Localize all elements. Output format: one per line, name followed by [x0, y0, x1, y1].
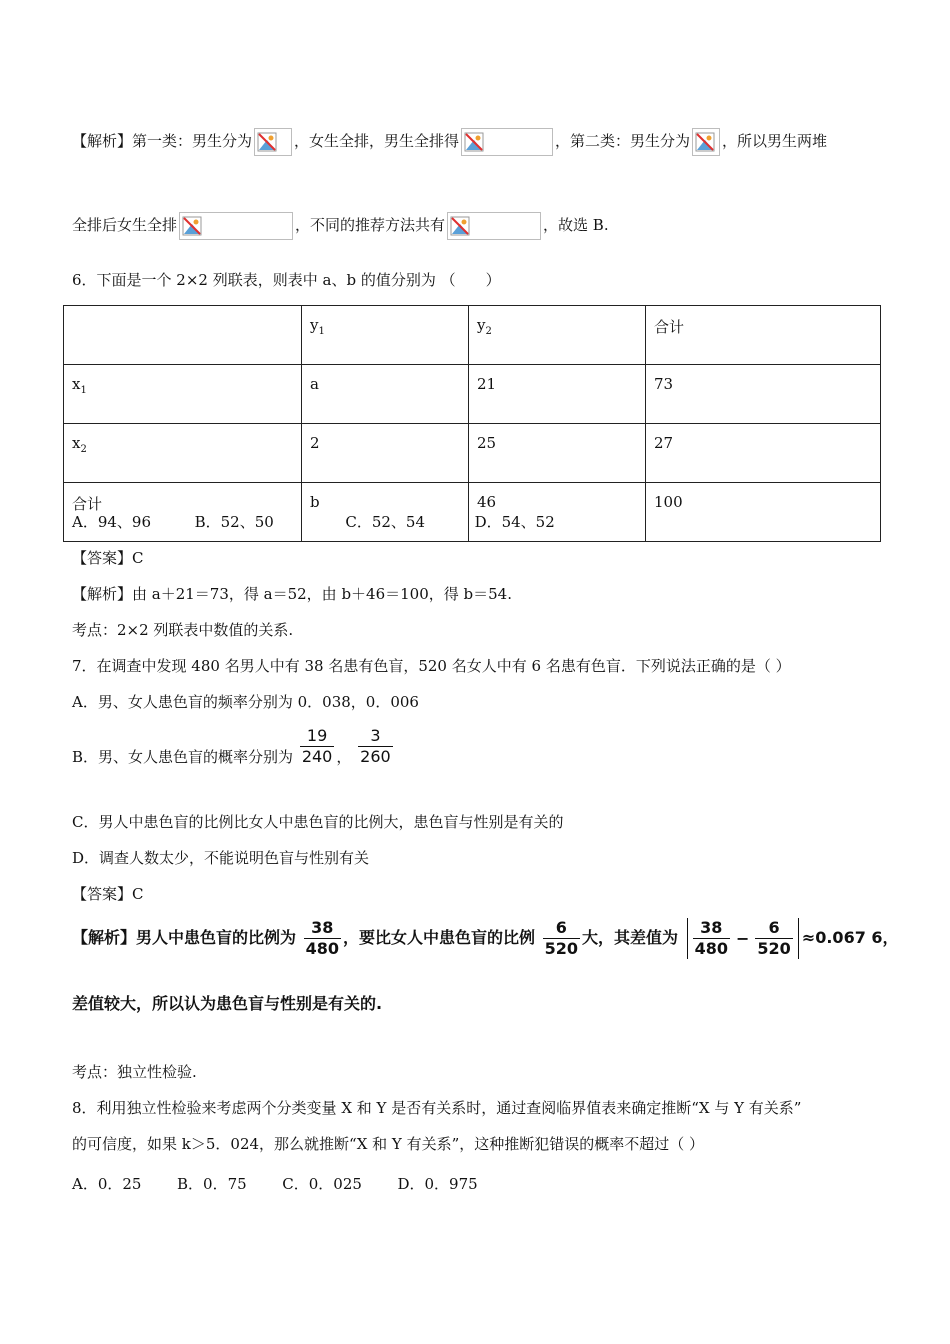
q7-option-d: D．调查人数太少，不能说明色盲与性别有关 — [72, 849, 370, 867]
q6-option-b: B．52、50 — [194, 513, 274, 531]
q5-text-1: 【解析】第一类：男生分为 — [72, 132, 253, 150]
q5-analysis-line1 — [72, 128, 827, 156]
fraction — [755, 918, 792, 959]
fraction — [543, 918, 580, 959]
q5-text-5: 全排后女生全排 — [72, 216, 178, 234]
table-cell: 合计 — [646, 306, 881, 365]
fraction-denominator: 480 — [694, 939, 728, 958]
fraction-numerator: 6 — [555, 918, 567, 937]
table-cell: 46 — [469, 483, 646, 542]
fraction — [693, 918, 730, 959]
q7-analysis-line2: 差值较大，所以认为患色盲与性别是有关的. — [72, 994, 383, 1013]
fraction-denominator: 480 — [305, 939, 339, 958]
q8-options — [72, 1174, 478, 1194]
table-cell: $y_1$ — [302, 306, 469, 365]
q7-point: 考点：独立性检验. — [72, 1063, 197, 1081]
table-cell: 合计 — [64, 483, 302, 542]
table-cell: 73 — [646, 365, 881, 424]
q8-option-a: A．0．25 — [72, 1175, 142, 1193]
table-cell: a — [302, 365, 469, 424]
q6-option-d: D．54、52 — [474, 513, 555, 531]
table-cell: 2 — [302, 424, 469, 483]
q8-line2: 的可信度，如果 k＞5．024，那么就推断“X 和 Y 有关系”，这种推断犯错误的概率不超过（ ） — [72, 1135, 705, 1153]
q6-option-a: A．94、96 — [72, 513, 152, 531]
minus-sign: − — [736, 928, 750, 948]
table-cell: $x_1$ — [64, 365, 302, 424]
q7-answer: 【答案】C — [72, 885, 144, 903]
fraction-numerator: 38 — [700, 918, 723, 937]
fraction-numerator: 38 — [311, 918, 334, 937]
q5-text-7: ，故选 B. — [543, 216, 609, 234]
q7-option-b — [72, 726, 395, 767]
approx-value: ≈0.067 6， — [801, 928, 899, 947]
broken-image-icon — [179, 212, 293, 240]
broken-image-icon — [254, 128, 292, 156]
table-cell: b — [302, 483, 469, 542]
fraction — [304, 918, 341, 959]
q7-question: 7．在调查中发现 480 名男人中有 38 名患有色盲，520 名女人中有 6 名患有色盲．下列说法正确的是（ ） — [72, 657, 791, 675]
table-cell: 27 — [646, 424, 881, 483]
q7-analysis-text-3: 大，其差值为 — [582, 928, 679, 947]
table-cell — [64, 306, 302, 365]
broken-image-icon — [447, 212, 541, 240]
broken-image-icon — [692, 128, 720, 156]
broken-image-icon — [461, 128, 553, 156]
q6-question: 6．下面是一个 2×2 列联表，则表中 a、b 的值分别为 （ ） — [72, 271, 501, 289]
fraction-denominator: 520 — [757, 939, 791, 958]
absolute-value — [687, 918, 799, 959]
table-row — [64, 306, 881, 365]
table-cell: 21 — [469, 365, 646, 424]
q5-analysis-line2 — [72, 212, 609, 240]
q5-text-6: ，不同的推荐方法共有 — [295, 216, 446, 234]
q7-analysis-text-1: 【解析】男人中患色盲的比例为 — [72, 928, 297, 947]
fraction — [300, 726, 335, 767]
q6-options — [72, 512, 555, 532]
q7-analysis-line1 — [72, 918, 899, 959]
table-cell: $y_2$ — [469, 306, 646, 365]
separator: ， — [336, 748, 352, 766]
q5-text-3: ，第二类：男生分为 — [555, 132, 691, 150]
table-row — [64, 424, 881, 483]
fraction-numerator: 3 — [370, 726, 381, 745]
q7-option-b-text: B．男、女人患色盲的概率分别为 — [72, 748, 294, 766]
q5-text-4: ，所以男生两堆 — [722, 132, 828, 150]
q8-line1: 8．利用独立性检验来考虑两个分类变量 X 和 Y 是否有关系时，通过查阅临界值表来确定推断“X 与 Y 有关系” — [72, 1099, 802, 1117]
table-cell: 100 — [646, 483, 881, 542]
q6-analysis: 【解析】由 a＋21＝73，得 a＝52，由 b＋46＝100，得 b＝54. — [72, 585, 512, 603]
q6-option-c: C．52、54 — [345, 513, 425, 531]
fraction-numerator: 6 — [768, 918, 780, 937]
q7-option-c: C．男人中患色盲的比例比女人中患色盲的比例大，患色盲与性别是有关的 — [72, 813, 564, 831]
contingency-table — [63, 305, 881, 542]
q7-analysis-text-2: ，要比女人中患色盲的比例 — [343, 928, 536, 947]
q6-point: 考点：2×2 列联表中数值的关系. — [72, 621, 294, 639]
q8-option-d: D．0．975 — [397, 1175, 478, 1193]
fraction-denominator: 240 — [301, 747, 333, 766]
table-row — [64, 365, 881, 424]
table-cell: 25 — [469, 424, 646, 483]
q5-text-2: ，女生全排，男生全排得 — [294, 132, 460, 150]
q8-option-c: C．0．025 — [282, 1175, 362, 1193]
fraction-denominator: 260 — [360, 747, 391, 766]
fraction-denominator: 520 — [544, 939, 578, 958]
q7-option-a: A．男、女人患色盲的频率分别为 0．038，0．006 — [72, 693, 419, 711]
q8-option-b: B．0．75 — [177, 1175, 247, 1193]
q6-answer: 【答案】C — [72, 549, 144, 567]
fraction — [358, 726, 393, 767]
table-cell: $x_2$ — [64, 424, 302, 483]
fraction-numerator: 19 — [306, 726, 328, 745]
